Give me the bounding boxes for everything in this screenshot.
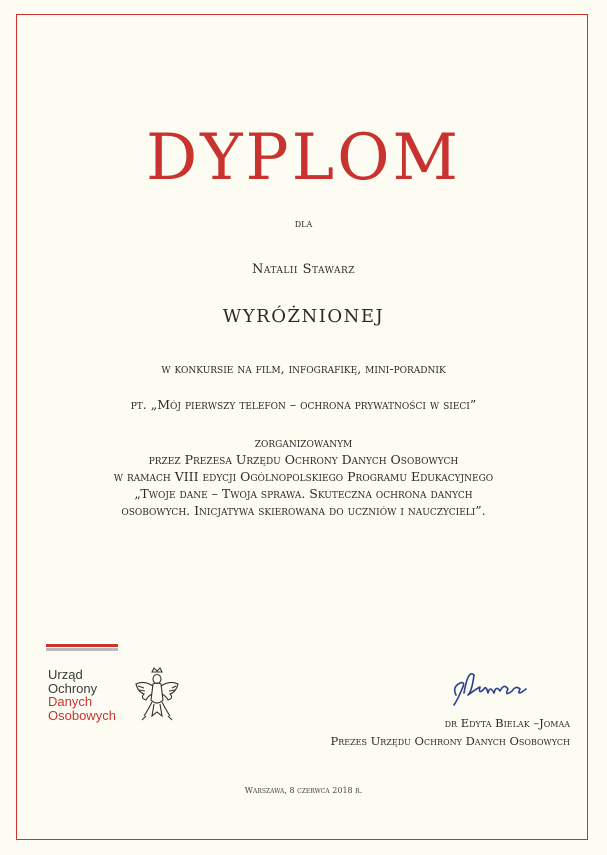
signatory-role: Prezes Urzędu Ochrony Danych Osobowych — [330, 734, 570, 748]
logo-bar-grey — [46, 648, 118, 651]
organizer-line: „Twoje dane – Twoja sprawa. Skuteczna ochrona danych — [134, 486, 473, 501]
logo-text — [48, 668, 116, 722]
signatory-name: dr Edyta Bielak –Jomaa — [444, 716, 570, 730]
recipient-name: Natalii Stawarz — [252, 262, 355, 277]
eagle-emblem-icon — [132, 666, 182, 724]
logo-bar-red — [46, 644, 118, 647]
for-label: dla — [294, 216, 313, 230]
place-and-date: Warszawa, 8 czerwca 2018 r. — [244, 786, 363, 795]
logo-line: Danych — [48, 694, 93, 709]
contest-description: w konkursie na film, infografikę, mini-poradnik — [161, 361, 446, 376]
logo-line: Ochrony — [48, 680, 98, 696]
organizer-line: zorganizowanym — [254, 435, 353, 450]
organizer-line: przez Prezesa Urzędu Ochrony Danych Osobowych — [148, 452, 459, 467]
handwritten-signature — [450, 665, 530, 709]
logo-line: Urząd — [48, 667, 83, 682]
contest-title: pt. „Mój pierwszy telefon – ochrona prywatności w sieci” — [130, 397, 477, 412]
logo-line: Osobowych — [48, 707, 116, 723]
organizer-block — [0, 434, 607, 519]
distinction-label: WYRÓŻNIONEJ — [222, 306, 385, 327]
uodo-logo — [46, 644, 206, 734]
diploma-title: DYPLOM — [145, 121, 462, 195]
organizer-line: osobowych. Inicjatywa skierowana do uczniów i nauczycieli”. — [121, 503, 486, 518]
organizer-line: w ramach VIII edycji Ogólnopolskiego Programu Edukacyjnego — [113, 469, 494, 484]
